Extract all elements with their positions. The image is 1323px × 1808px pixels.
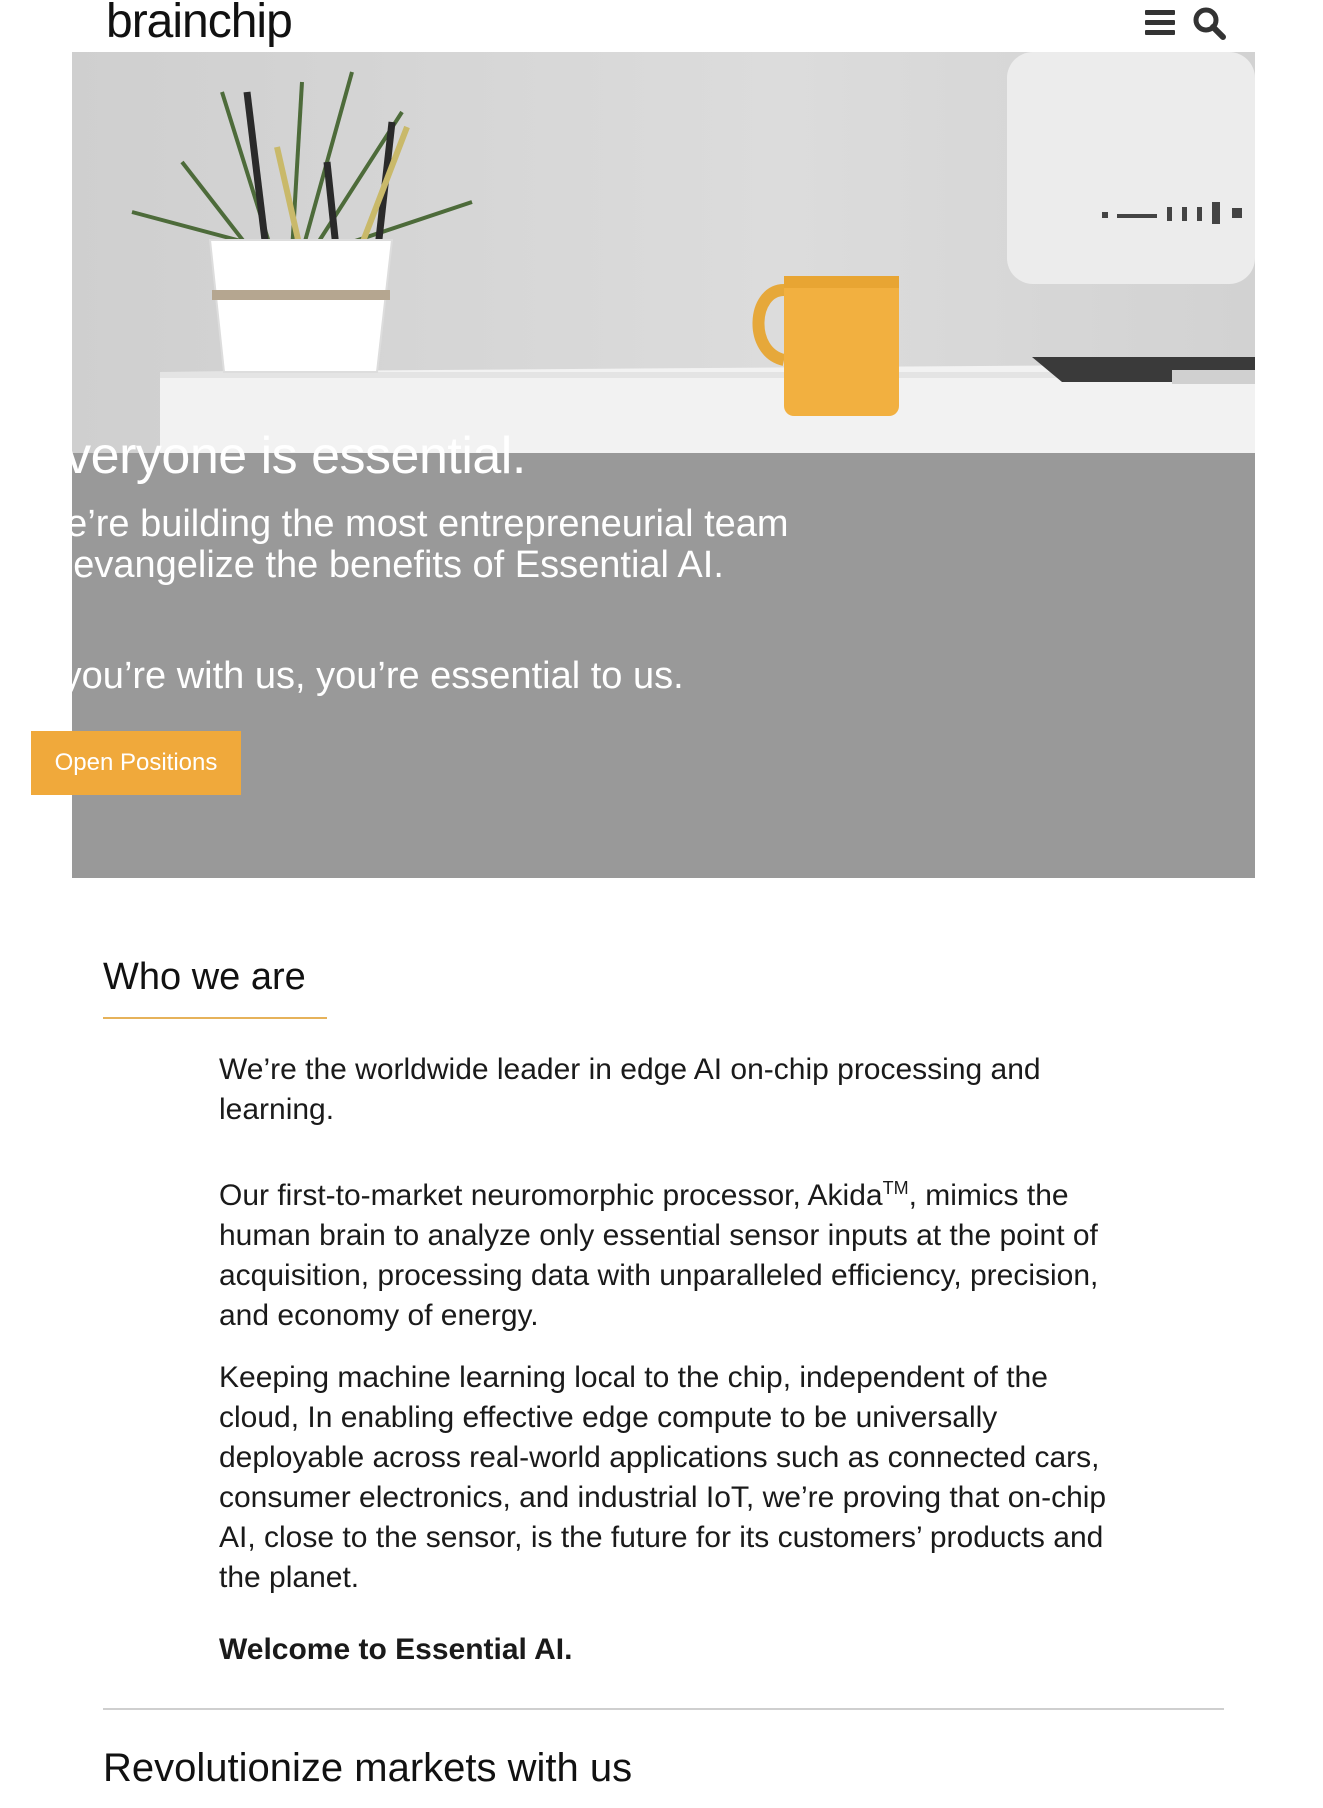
hero-subtitle: We’re building the most entrepreneurial team to evangelize the benefits of Essential AI. (31, 503, 789, 586)
heading-underline (103, 1017, 327, 1019)
revolutionize-heading: Revolutionize markets with us (103, 1746, 633, 1790)
trademark-mark: TM (882, 1178, 909, 1198)
edge-paragraph: Keeping machine learning local to the chip, independent of the cloud, In enabling effective edge compute to be universally deployable across real-world applications such as connected cars, consumer electronics, and industrial IoT, we’re proving that on-chip AI, close to the sensor, is the future for its customers’ products and the planet. (219, 1361, 1107, 1594)
hero-tagline: If you’re with us, you’re essential to us. (31, 655, 684, 697)
welcome-paragraph: Welcome to Essential AI. (219, 1633, 573, 1666)
brainchip-logo[interactable]: brainchip (106, 0, 292, 48)
site-header (0, 0, 1323, 52)
hero-desk-photo (72, 52, 1255, 453)
hamburger-menu-icon[interactable] (1145, 10, 1175, 36)
akida-paragraph-end: , mimics the human brain to analyze only essential sensor inputs at the point of acquisition, processing data with unparalleled efficiency, precision, and economy of energy. (219, 1179, 1099, 1332)
section-divider (103, 1708, 1224, 1710)
who-we-are-heading: Who we are (103, 956, 306, 998)
open-positions-button[interactable]: Open Positions (31, 731, 241, 795)
search-icon[interactable] (1191, 5, 1227, 41)
intro-paragraph: We’re the worldwide leader in edge AI on-chip processing and learning. (219, 1053, 1041, 1126)
akida-paragraph-start: Our first-to-market neuromorphic processor, Akida (219, 1179, 883, 1212)
akida-paragraph (219, 1168, 1109, 1336)
hero-title: Everyone is essential. (31, 427, 526, 485)
